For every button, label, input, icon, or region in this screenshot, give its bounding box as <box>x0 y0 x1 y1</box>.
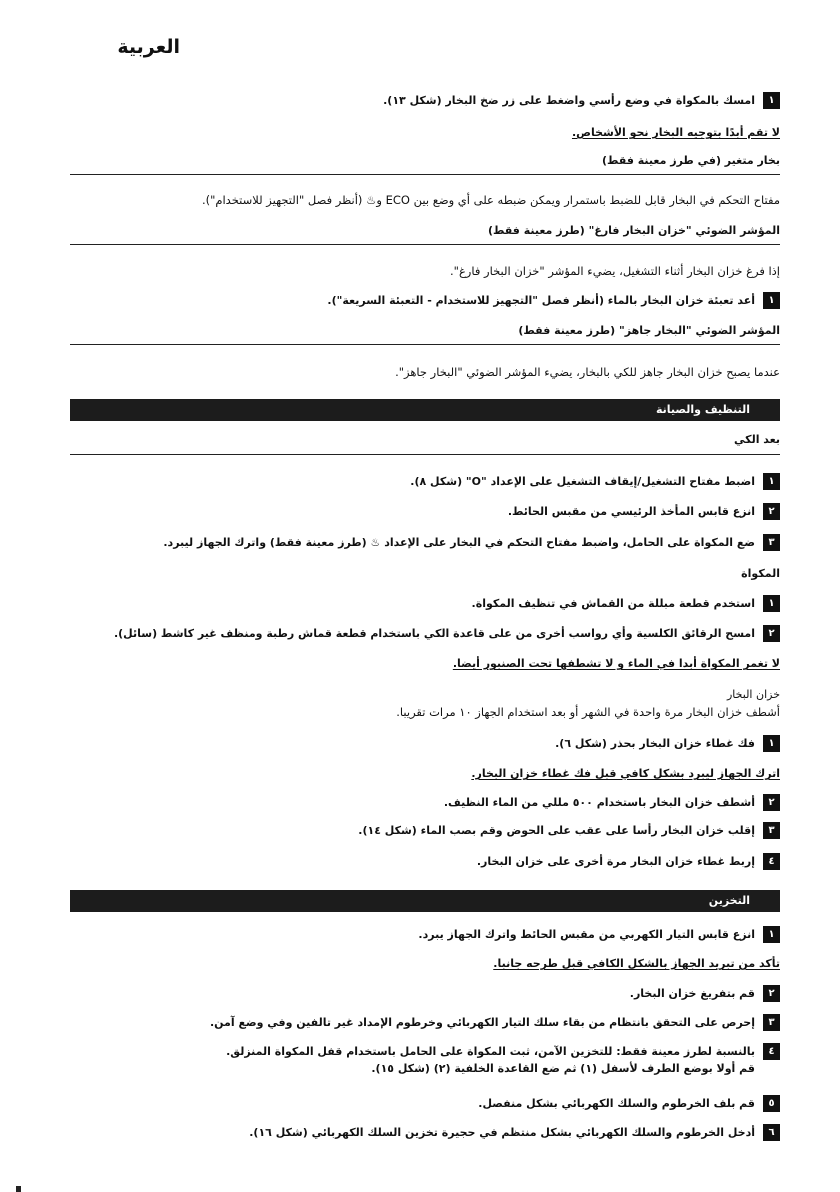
step-number: ٤ <box>763 1043 780 1060</box>
step-item <box>70 926 780 943</box>
step-number: ٢ <box>763 985 780 1002</box>
page-corner-mark <box>16 1186 21 1192</box>
section-heading: خزان البخار <box>727 688 780 701</box>
step-number: ١ <box>763 595 780 612</box>
step-number: ٢ <box>763 794 780 811</box>
step-line: قم أولا بوضع الطرف لأسفل (١) ثم ضع القاعدة الخلفية (٢) (شكل ١٥). <box>371 1062 755 1075</box>
section-title-bar: التخزين <box>70 890 780 912</box>
step-text: إقلب خزان البخار رأسا على عقب على الحوض وقم بصب الماء (شكل ١٤). <box>358 824 755 837</box>
section-title-bar: التنظيف والصيانة <box>70 399 780 421</box>
step-text: فك غطاء خزان البخار بحذر (شكل ٦). <box>555 737 755 750</box>
step-text: قم بتفريغ خزان البخار. <box>629 987 755 1000</box>
step-text: انزع قابس المأخذ الرئيسي من مقبس الحائط. <box>507 505 755 518</box>
step-text: اضبط مفتاح التشغيل/إيقاف التشغيل على الإعداد "O" (شكل ٨). <box>410 475 755 488</box>
section-heading: بعد الكي <box>734 433 780 446</box>
step-item <box>70 1043 780 1077</box>
step-number: ١ <box>763 926 780 943</box>
step-text: قم بلف الخرطوم والسلك الكهربائي بشكل منفصل. <box>478 1097 755 1110</box>
section-heading: المؤشر الضوئي "خزان البخار فارغ" (طرز معينة فقط) <box>487 224 780 237</box>
step-item <box>70 503 780 520</box>
step-line: بالنسبة لطرز معينة فقط: للتخزين الآمن، ثبت المكواة على الحامل باستخدام قفل المكواة المنزلق. <box>226 1045 755 1058</box>
step-item <box>70 92 780 109</box>
step-text: امسح الرقائق الكلسية وأي رواسب أخرى من على قاعدة الكي باستخدام قطعة قماش رطبة ومنظف غير كاشط (سائل). <box>113 627 755 640</box>
step-item <box>70 1014 780 1031</box>
step-text: انزع قابس التيار الكهربي من مقبس الحائط واترك الجهاز يبرد. <box>418 928 755 941</box>
step-text: ضع المكواة على الحامل، واضبط مفتاح التحكم في البخار على الإعداد ♨ (طرز معينة فقط) واترك الجهاز ليبرد. <box>163 536 755 549</box>
step-item <box>70 735 780 752</box>
step-number: ٢ <box>763 625 780 642</box>
step-item <box>70 534 780 551</box>
section-heading: بخار متغير (في طرز معينة فقط) <box>601 154 780 167</box>
divider <box>70 454 780 455</box>
step-text: امسك بالمكواة في وضع رأسي واضغط على زر ضخ البخار (شكل ١٣). <box>383 94 755 107</box>
warning-text: اترك الجهاز ليبرد بشكل كافي قبل فك غطاء خزان البخار. <box>471 767 780 780</box>
step-text: أعد تعبئة خزان البخار بالماء (أنظر فصل "التجهيز للاستخدام - التعبئة السريعة"). <box>327 294 755 307</box>
step-item <box>70 794 780 811</box>
warning-text: لا تقم أبدًا بتوجيه البخار نحو الأشخاص. <box>571 126 780 139</box>
step-item <box>70 1095 780 1112</box>
body-text: عندما يصبح خزان البخار جاهز للكي بالبخار، يضيء المؤشر الضوئي "البخار جاهز". <box>395 365 780 379</box>
step-number: ١ <box>763 92 780 109</box>
step-item <box>70 985 780 1002</box>
step-item <box>70 292 780 309</box>
section-heading: المؤشر الضوئي "البخار جاهز" (طرز معينة فقط) <box>518 324 780 337</box>
body-text: أشطف خزان البخار مرة واحدة في الشهر أو بعد استخدام الجهاز ١٠ مرات تقريبا. <box>396 705 780 719</box>
step-item <box>70 625 780 642</box>
step-text: إربط غطاء خزان البخار مرة أخرى على خزان البخار. <box>476 855 755 868</box>
step-item <box>70 1124 780 1141</box>
body-text: مفتاح التحكم في البخار قابل للضبط باستمرار ويمكن ضبطه على أي وضع بين ECO و♨ (أنظر فصل "التجهيز للاستخدام"). <box>201 193 780 207</box>
step-text: أدخل الخرطوم والسلك الكهربائي بشكل منتظم في حجيرة تخزين السلك الكهربائي (شكل ١٦). <box>249 1126 755 1139</box>
step-text: إحرص على التحقق بانتظام من بقاء سلك التيار الكهربائي وخرطوم الإمداد غير تالفين وفي وضع آمن. <box>209 1016 755 1029</box>
step-text: استخدم قطعة مبللة من القماش في تنظيف المكواة. <box>471 597 755 610</box>
divider <box>70 174 780 175</box>
step-number: ١ <box>763 473 780 490</box>
step-number: ١ <box>763 292 780 309</box>
page-title: العربية <box>117 36 180 58</box>
divider <box>70 344 780 345</box>
step-number: ١ <box>763 735 780 752</box>
warning-text: تأكد من تبريد الجهاز بالشكل الكافي قبل طرحه جانبا. <box>493 957 780 970</box>
divider <box>70 244 780 245</box>
step-number: ٣ <box>763 534 780 551</box>
step-item <box>70 822 780 839</box>
body-text: إذا فرغ خزان البخار أثناء التشغيل، يضيء المؤشر "خزان البخار فارغ". <box>450 264 780 278</box>
step-item <box>70 595 780 612</box>
section-heading: المكواة <box>741 567 780 580</box>
step-text <box>70 1043 755 1077</box>
step-item <box>70 853 780 870</box>
step-number: ٣ <box>763 822 780 839</box>
warning-text: لا تغمر المكواة أبدا في الماء و لا تشطفها تحت الصنبور أيضا. <box>452 657 780 670</box>
step-text: أشطف خزان البخار باستخدام ٥٠٠ مللي من الماء النظيف. <box>443 796 755 809</box>
step-item <box>70 473 780 490</box>
step-number: ٥ <box>763 1095 780 1112</box>
step-number: ٣ <box>763 1014 780 1031</box>
step-number: ٤ <box>763 853 780 870</box>
step-number: ٢ <box>763 503 780 520</box>
step-number: ٦ <box>763 1124 780 1141</box>
